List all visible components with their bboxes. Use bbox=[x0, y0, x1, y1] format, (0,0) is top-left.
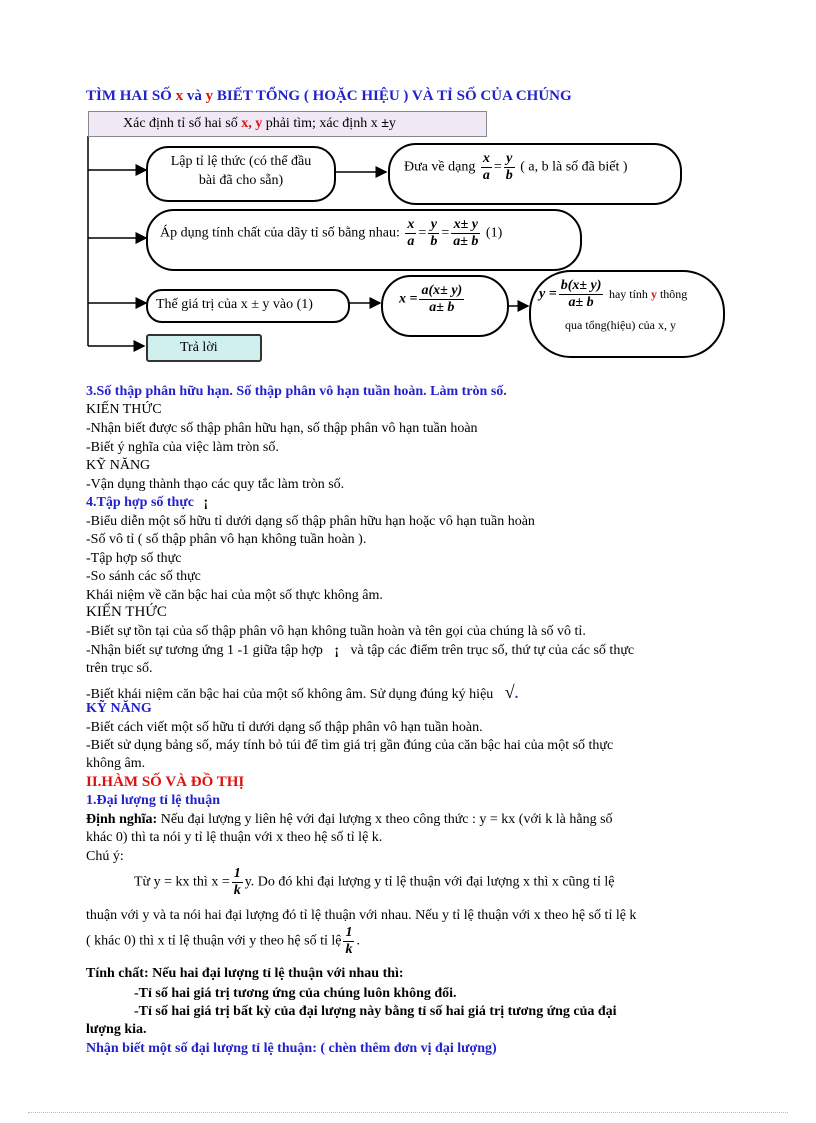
formula-x: x = $\frac{a(x\pm y)}{a\pm b}$ bbox=[381, 275, 509, 337]
step-identify-ratio: Xác định tỉ số hai số x, y phải tìm; xác định x ±y bbox=[88, 111, 487, 137]
note-label: Chú ý: bbox=[86, 849, 124, 864]
text-line: -So sánh các số thực bbox=[86, 569, 201, 584]
text-line: -Số vô tỉ ( số thập phân vô hạn không tuần hoàn ). bbox=[86, 532, 367, 547]
text-line: -Biết cách viết một số hữu tỉ dưới dạng số thập phân vô hạn tuần hoàn. bbox=[86, 720, 483, 735]
definition: Định nghĩa: Nếu đại lượng y liên hệ với đại lượng x theo công thức : y = kx (với k là hằng số bbox=[86, 812, 613, 827]
section3-kt: KIẾN THỨC bbox=[86, 402, 162, 417]
text-line: -Vận dụng thành thạo các quy tắc làm tròn số. bbox=[86, 477, 345, 492]
text-line: lượng kia. bbox=[86, 1022, 147, 1037]
section4-heading: 4.Tập hợp số thực ¡ bbox=[86, 495, 209, 510]
text-line: -Nhận biết được số thập phân hữu hạn, số thập phân vô hạn tuần hoàn bbox=[86, 421, 478, 436]
step-normal-form: Đưa về dạng $\frac{x}{a}$ = $\frac{y}{b}$ ( a, b là số đã biết ) bbox=[388, 143, 682, 205]
page-title: TÌM HAI SỐ x và y BIẾT TỔNG ( HOẶC HIỆU ) VÀ TỈ SỐ CỦA CHÚNG bbox=[86, 88, 572, 104]
text-line: trên trục số. bbox=[86, 661, 153, 676]
sectionII-sub1: 1.Đại lượng tỉ lệ thuận bbox=[86, 793, 221, 808]
text-line: -Tỉ số hai giá trị tương ứng của chúng luôn không đổi. bbox=[134, 986, 457, 1001]
text-line: -Tỉ số hai giá trị bất kỳ của đại lượng này bằng tỉ số hai giá trị tương ứng của đại bbox=[134, 1004, 617, 1019]
recognize-heading: Nhận biết một số đại lượng tỉ lệ thuận: ( chèn thêm đơn vị đại lượng) bbox=[86, 1041, 497, 1056]
property: Tính chất: Nếu hai đại lượng tỉ lệ thuận với nhau thì: bbox=[86, 966, 404, 981]
text-line: -Biết ý nghĩa của việc làm tròn số. bbox=[86, 440, 279, 455]
step-proportion: Lập tỉ lệ thức (có thể đầu bài đã cho sẵn) bbox=[146, 146, 336, 202]
text-line: -Nhận biết sự tương ứng 1 -1 giữa tập hợp ¡ và tập các điểm trên trục số, thứ tự của các số thực bbox=[86, 643, 635, 658]
text-line: -Biết khái niệm căn bậc hai của một số không âm. Sử dụng đúng ký hiệu √. bbox=[86, 682, 519, 702]
section4-kn: KỸ NĂNG bbox=[86, 701, 152, 716]
text-line: khác 0) thì ta nói y tỉ lệ thuận với x theo hệ số tỉ lệ k. bbox=[86, 830, 383, 845]
answer-box: Trả lời bbox=[146, 334, 262, 362]
note-line-3: ( khác 0) thì x tỉ lệ thuận với y theo hệ số tỉ lệ $\frac{1}{k}$ . bbox=[86, 925, 360, 957]
step-equal-ratios: Áp dụng tính chất của dãy tỉ số bằng nhau: $\frac{x}{a}$ = $\frac{y}{b}$ = $\frac{x\pm y}{a\pm b}$ (1) bbox=[146, 209, 582, 271]
page-footer-rule bbox=[28, 1112, 788, 1113]
text-line: không âm. bbox=[86, 756, 146, 771]
section3-heading: 3.Số thập phân hữu hạn. Số thập phân vô hạn tuần hoàn. Làm tròn số. bbox=[86, 384, 507, 399]
formula-y: y = $\frac{b(x\pm y)}{a\pm b}$ hay tính y thông qua tổng(hiệu) của x, y bbox=[529, 270, 725, 358]
text-line: -Biểu diễn một số hữu tỉ dưới dạng số thập phân hữu hạn hoặc vô hạn tuần hoàn bbox=[86, 514, 535, 529]
text-line: Khái niệm về căn bậc hai của một số thực không âm. bbox=[86, 588, 383, 603]
section4-kt: KIẾN THỨC bbox=[86, 604, 167, 620]
step-substitute: Thế giá trị của x ± y vào (1) bbox=[146, 289, 350, 323]
text-line: -Tập hợp số thực bbox=[86, 551, 182, 566]
section3-kn: KỸ NĂNG bbox=[86, 458, 151, 473]
text-line: -Biết sự tồn tại của số thập phân vô hạn không tuần hoàn và tên gọi của chúng là số vô tỉ. bbox=[86, 624, 586, 639]
text-line: -Biết sử dụng bảng số, máy tính bỏ túi để tìm giá trị gần đúng của căn bậc hai của một số thực bbox=[86, 738, 614, 753]
note-line-1: Từ y = kx thì x = $\frac{1}{k}$ y. Do đó khi đại lượng y tỉ lệ thuận với đại lượng x thì x cũng tỉ lệ bbox=[134, 866, 615, 898]
text-line: thuận với y và ta nói hai đại lượng đó tỉ lệ thuận với nhau. Nếu y tỉ lệ thuận với x theo hệ số tỉ lệ k bbox=[86, 908, 637, 923]
sectionII-heading: II.HÀM SỐ VÀ ĐỒ THỊ bbox=[86, 774, 245, 790]
